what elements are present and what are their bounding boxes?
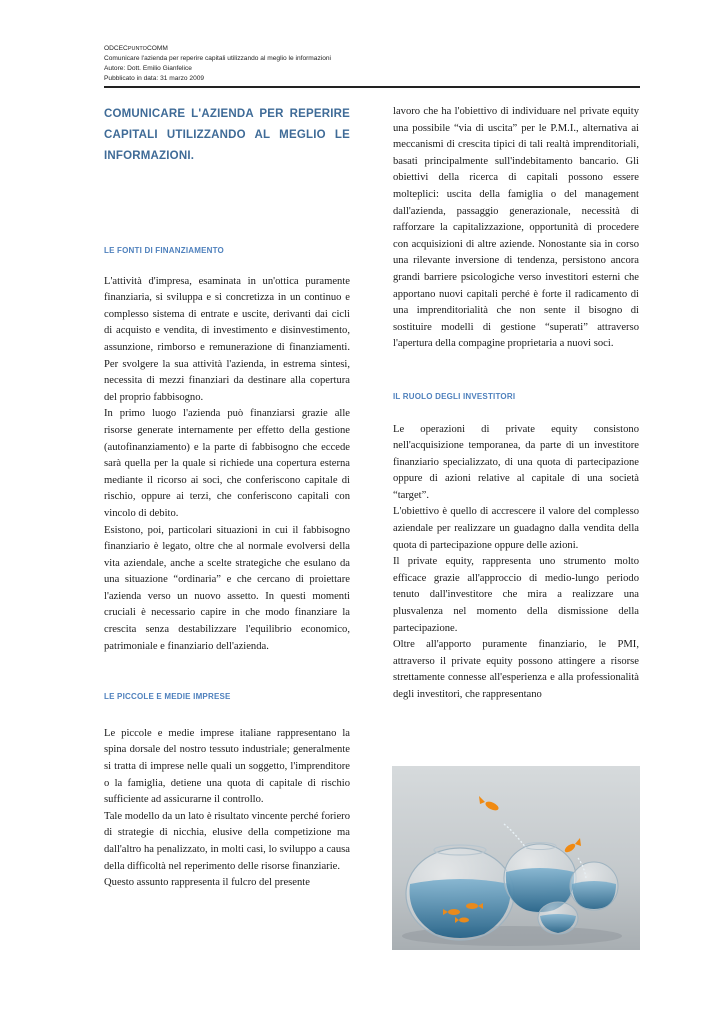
pmi-paragraph-1: Le piccole e medie imprese italiane rappresentano la spina dorsale del nostro tessuto industriale; generalmente si tratta di imprese nelle quali un soggetto, l'imprenditore o la famiglia, detiene una quota di capitale di rischio sufficiente ad assicurarne il controllo. <box>104 727 350 806</box>
fonti-paragraph-2: In primo luogo l'azienda può finanziarsi grazie alle risorse generate internamente per effetto della gestione (autofinanziamento) e la parte di fabbisogno che eccede sarà quella per la quale si richiede una copertura esterna mediante il ricorso ai soci, che conferiscono capitale di rischio, oppure ai terzi, che conferiscono capitali con vincolo di debito. <box>104 408 350 519</box>
document-title: COMUNICARE L'AZIENDA PER REPERIRE CAPITALI UTILIZZANDO AL MEGLIO LE INFORMAZIONI. <box>104 108 350 162</box>
header-subtitle: Comunicare l'azienda per reperire capitali utilizzando al meglio le informazioni <box>104 55 332 62</box>
pmi-paragraph-4: lavoro che ha l'obiettivo di individuare nel private equity una possibile “via di uscita” per le P.M.I., alternativa ai meccanismi di crescita tipici di tali realtà imprenditoriali, basati principalmente sull'indebitamento bancario. Gli obiettivi della ricerca di capitali possono essere molteplici: uscita della famiglia o del management dall'azienda, passaggio generazionale, necessità di rafforzare la capitalizzazione, opportunità di procedere con acquisizioni di altre aziende. Nonostante sia in corso una rilevante inversione di tendenza, persistono ancora grandi barriere psicologiche verso investitori esterni che apportano nuovi capitali perché è forte il radicamento di una imprenditorialità che non sente il bisogno di sostituire modelli di gestione “superati” attraverso l'apertura della compagine proprietaria a nuovi soci. <box>393 106 639 350</box>
header-rule <box>104 86 640 88</box>
heading-investitori: IL RUOLO DEGLI INVESTITORI <box>393 391 516 401</box>
investitori-paragraph-1: Le operazioni di private equity consistono nell'acquisizione temporanea, da parte di un investitore finanziario specializzato, di una quota di partecipazione oppure di azioni relative al capitale di una società “target”. <box>393 423 639 501</box>
pmi-paragraph-3: Questo assunto rappresenta il fulcro del presente <box>104 877 310 889</box>
brand: ODCECPUNTOCOMM <box>104 45 168 52</box>
right-column <box>393 104 639 704</box>
investitori-paragraph-4: Oltre all'apporto puramente finanziario, le PMI, attraverso il private equity possono attingere a risorse strettamente connesse all'esperienza e alla professionalità degli investitori, che rappresentano <box>393 639 639 700</box>
left-column <box>104 104 350 892</box>
heading-pmi: LE PICCOLE E MEDIE IMPRESE <box>104 692 231 702</box>
fonti-paragraph-3: Esistono, poi, particolari situazioni in cui il fabbisogno finanziario è legato, oltre che al normale evolversi della vita aziendale, anche a scelte strategiche che esulano da una situazione “ordinaria” e che cercano di proiettare l'azienda verso un nuovo assetto. In questi momenti cruciali è necessario capire in che modo finanziare la crescita senza destabilizzare l'equilibrio economico, patrimoniale e finanziario dell'azienda. <box>104 524 350 652</box>
heading-fonti: LE FONTI DI FINANZIAMENTO <box>104 246 224 255</box>
investitori-paragraph-3: Il private equity, rappresenta uno strumento molto efficace grazie all'approccio di medio-lungo periodo tenuto dall'investitore che mira a realizzare una plusvalenza nel momento della dismissione della partecipazione. <box>393 556 639 634</box>
header-author: Autore: Dott. Emilio Gianfelice <box>104 65 192 72</box>
fonti-paragraph-1: L'attività d'impresa, esaminata in un'ottica puramente finanziaria, si sviluppa e si concretizza in un continuo e complesso sistema di entrate e uscite, derivanti dai cicli di acquisto e vendita, di investimento e disinvestimento, assunzione, rimborso e remunerazione di finanziamenti. Per svolgere la sua attività l'azienda, in estrema sintesi, necessita di mezzi finanziari da destinare alla copertura del proprio fabbisogno. <box>104 275 350 403</box>
header-date: Pubblicato in data: 31 marzo 2009 <box>104 75 205 82</box>
pmi-paragraph-2: Tale modello da un lato è risultato vincente perché foriero di strategie di nicchia, elusive della competizione ma dall'altro ha penalizzato, in molti casi, lo sviluppo a causa della difficoltà nel reperimento delle risorse finanziarie. <box>104 810 350 872</box>
goldfish-jumping-bowls-icon <box>392 766 640 950</box>
page-header <box>104 44 640 84</box>
goldfish-bowls-photo <box>392 766 640 950</box>
investitori-paragraph-2: L'obiettivo è quello di accrescere il valore del complesso aziendale per realizzare un guadagno dalla vendita della quota di partecipazione oppure delle azioni. <box>393 506 639 551</box>
